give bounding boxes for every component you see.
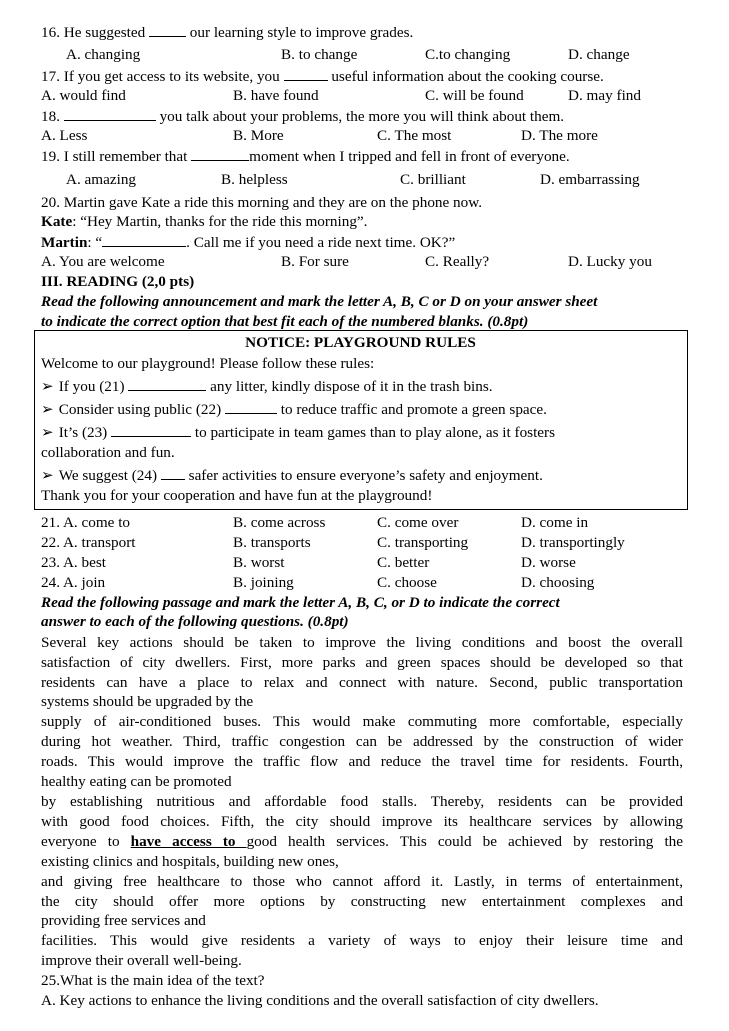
q16-option-c: C.to changing <box>425 46 511 63</box>
answer-blank <box>128 376 206 391</box>
passage-line: facilities. This would give residents a variety of ways to enjoy their leisure time and <box>41 932 683 949</box>
q18-option-b: B. More <box>233 127 284 144</box>
q24-option-c: C. choose <box>377 574 437 591</box>
q18-option-d: D. The more <box>521 127 598 144</box>
answer-blank <box>111 422 191 437</box>
notice-box <box>34 330 688 510</box>
question-20-stem: 20. Martin gave Kate a ride this morning and they are on the phone now. <box>41 194 483 211</box>
question-18-stem: 18. you talk about your problems, the more you will think about them. <box>41 108 565 125</box>
q17-option-c: C. will be found <box>425 87 524 104</box>
notice-thanks: Thank you for your cooperation and have fun at the playground! <box>41 487 433 504</box>
q21-option-b: B. come across <box>233 514 326 531</box>
passage-line: systems should be upgraded by the <box>41 693 254 710</box>
q20-option-b: B. For sure <box>281 253 349 270</box>
instruction-line: answer to each of the following questions. (0.8pt) <box>41 613 349 630</box>
q19-option-a: A. amazing <box>66 171 137 188</box>
passage-line: supply of air-conditioned buses. This would make commuting more comfortable, especially <box>41 713 683 730</box>
answer-blank <box>102 232 186 247</box>
instruction-line: to indicate the correct option that best fit each of the numbered blanks. (0.8pt) <box>41 313 529 330</box>
q23-option-c: C. better <box>377 554 430 571</box>
answer-blank <box>64 106 156 121</box>
q24-option-b: B. joining <box>233 574 294 591</box>
q23-option-a: 23. A. best <box>41 554 106 571</box>
q24-option-d: D. choosing <box>521 574 595 591</box>
q24-option-a: 24. A. join <box>41 574 106 591</box>
answer-blank <box>149 22 186 37</box>
q19-option-c: C. brilliant <box>400 171 466 188</box>
arrow-bullet-icon: ➢ <box>41 401 54 418</box>
passage-line: the city should offer more options by constructing new entertainment complexes and <box>41 893 683 910</box>
q21-option-c: C. come over <box>377 514 459 531</box>
q25-option-a: A. Key actions to enhance the living conditions and the overall satisfaction of city dwellers. <box>41 992 599 1009</box>
dialogue-martin: Martin: “ . Call me if you need a ride next time. OK?” <box>41 234 456 251</box>
question-25-stem: 25.What is the main idea of the text? <box>41 972 265 989</box>
q22-option-a: 22. A. transport <box>41 534 136 551</box>
q18-option-c: C. The most <box>377 127 452 144</box>
answer-blank <box>284 66 328 81</box>
q20-option-a: A. You are welcome <box>41 253 165 270</box>
q18-option-a: A. Less <box>41 127 88 144</box>
notice-rule-21: ➢ If you (21) any litter, kindly dispose of it in the trash bins. <box>41 378 493 395</box>
notice-rule-23-cont: collaboration and fun. <box>41 444 175 461</box>
question-19-stem: 19. I still remember that moment when I tripped and fell in front of everyone. <box>41 148 570 165</box>
q20-option-d: D. Lucky you <box>568 253 652 270</box>
q23-option-b: B. worst <box>233 554 285 571</box>
answer-blank <box>225 399 277 414</box>
q17-option-b: B. have found <box>233 87 319 104</box>
answer-blank <box>161 465 185 480</box>
q23-option-d: D. worse <box>521 554 576 571</box>
question-16-stem: 16. He suggested our learning style to improve grades. <box>41 24 414 41</box>
passage-line: and giving free healthcare to those who cannot afford it. Lastly, in terms of entertainment, <box>41 873 683 890</box>
instruction-line: Read the following announcement and mark the letter A, B, C or D on your answer sheet <box>41 293 598 310</box>
passage-line: by establishing nutritious and affordable food stalls. Thereby, residents can be provided <box>41 793 683 810</box>
q16-option-d: D. change <box>568 46 630 63</box>
arrow-bullet-icon: ➢ <box>41 378 54 395</box>
q16-option-b: B. to change <box>281 46 358 63</box>
passage-line: residents can have a place to relax and connect with nature. Second, public transportation <box>41 674 683 691</box>
q22-option-b: B. transports <box>233 534 311 551</box>
q16-option-a: A. changing <box>66 46 141 63</box>
notice-rule-23: ➢ It’s (23) to participate in team games than to play alone, as it fosters <box>41 424 556 441</box>
arrow-bullet-icon: ➢ <box>41 424 54 441</box>
passage-line: satisfaction of city dwellers. First, more parks and green spaces should be developed so that <box>41 654 683 671</box>
q19-option-b: B. helpless <box>221 171 288 188</box>
q22-option-c: C. transporting <box>377 534 469 551</box>
q19-option-d: D. embarrassing <box>540 171 640 188</box>
q17-option-d: D. may find <box>568 87 641 104</box>
underlined-phrase: have access to <box>130 833 247 850</box>
q22-option-d: D. transportingly <box>521 534 625 551</box>
passage-line: Several key actions should be taken to improve the living conditions and boost the overall <box>41 634 683 651</box>
passage-line: improve their overall well-being. <box>41 952 242 969</box>
notice-welcome: Welcome to our playground! Please follow these rules: <box>41 355 375 372</box>
passage-line: with good food choices. Fifth, the city should improve its healthcare services by allowing <box>41 813 683 830</box>
notice-title: NOTICE: PLAYGROUND RULES <box>245 334 476 351</box>
notice-rule-24: ➢ We suggest (24) safer activities to ensure everyone’s safety and enjoyment. <box>41 467 543 484</box>
question-17-stem: 17. If you get access to its website, you useful information about the cooking course. <box>41 68 604 85</box>
instruction-line: Read the following passage and mark the letter A, B, C, or D to indicate the correct <box>41 594 560 611</box>
q20-option-c: C. Really? <box>425 253 490 270</box>
passage-line: roads. This would improve the traffic flow and reduce the travel time for residents. Fourth, <box>41 753 683 770</box>
notice-rule-22: ➢ Consider using public (22) to reduce traffic and promote a green space. <box>41 401 547 418</box>
q21-option-d: D. come in <box>521 514 589 531</box>
q17-option-a: A. would find <box>41 87 126 104</box>
section-heading: III. READING (2,0 pts) <box>41 273 195 290</box>
passage-line: existing clinics and hospitals, building new ones, <box>41 853 339 870</box>
dialogue-kate: Kate: “Hey Martin, thanks for the ride this morning”. <box>41 213 368 230</box>
arrow-bullet-icon: ➢ <box>41 467 54 484</box>
passage-line: everyone to have access to good health services. This could be achieved by restoring the <box>41 833 683 850</box>
passage-line: providing free services and <box>41 912 206 929</box>
answer-blank <box>191 146 249 161</box>
passage-line: during hot weather. Third, traffic congestion can be addressed by the construction of wider <box>41 733 683 750</box>
q21-option-a: 21. A. come to <box>41 514 131 531</box>
passage-line: healthy eating can be promoted <box>41 773 232 790</box>
